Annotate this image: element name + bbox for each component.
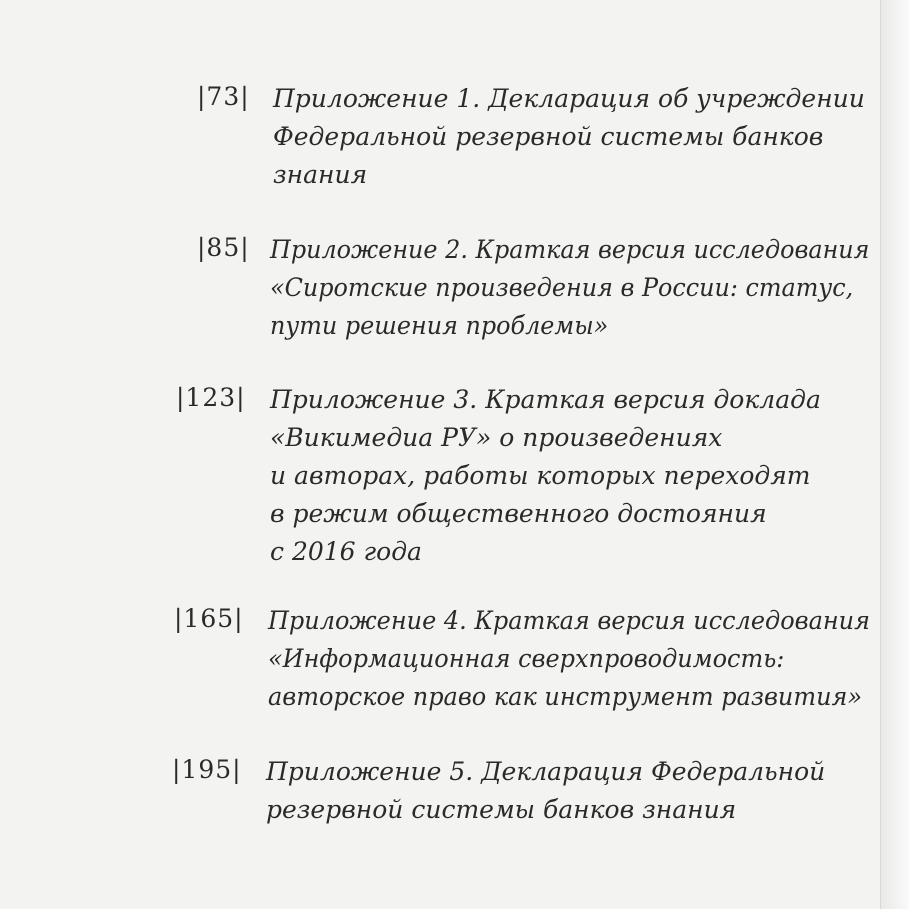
page-number: |165| [174, 604, 244, 633]
entry-line: Приложение 2. Краткая версия исследования [270, 235, 870, 264]
entry-line: резервной системы банков знания [266, 795, 737, 824]
entry-line: «Викимедиа РУ» о произведениях [270, 423, 723, 452]
page-number: |85| [197, 233, 250, 262]
entry-title [273, 80, 865, 194]
entry-line: «Информационная сверхпроводимость: [268, 644, 785, 673]
entry-line: с 2016 года [270, 537, 422, 566]
entry-title [270, 231, 869, 345]
entry-title [266, 753, 825, 829]
page-number: |123| [176, 383, 246, 412]
page-number: |195| [172, 755, 242, 784]
page-number: |73| [197, 82, 250, 111]
entry-title [270, 381, 821, 571]
entry-line: Приложение 3. Краткая версия доклада [270, 385, 821, 414]
entry-line: Приложение 5. Декларация Федеральной [266, 757, 826, 786]
entry-line: пути решения проблемы» [270, 311, 609, 340]
entry-line: «Сиротские произведения в России: статус, [270, 273, 854, 302]
entry-title [268, 602, 870, 716]
entry-line: и авторах, работы которых переходят [270, 461, 811, 490]
entry-line: Приложение 4. Краткая версия исследования [268, 606, 870, 635]
entry-line: Приложение 1. Декларация об учреждении [273, 84, 865, 113]
entry-line: знания [273, 160, 368, 189]
page-edge [880, 0, 909, 909]
entry-line: в режим общественного достояния [270, 499, 767, 528]
entry-line: Федеральной резервной системы банков [273, 122, 824, 151]
entry-line: авторское право как инструмент развития» [268, 682, 863, 711]
